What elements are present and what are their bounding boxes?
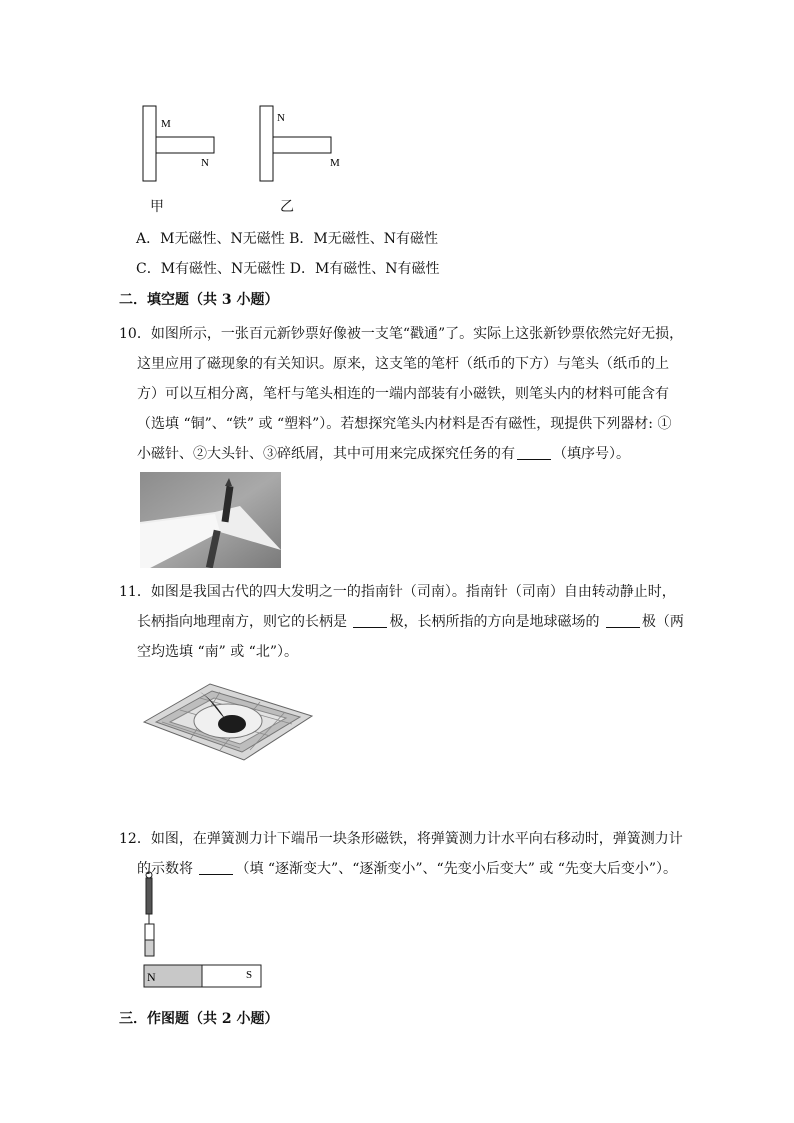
- q11-compass-image: [140, 680, 315, 762]
- figure-yi: [258, 104, 348, 214]
- q10-line-3: 方）可以互相分离，笔杆与笔头相连的一端内部装有小磁铁，则笔头内的材料可能含有: [137, 386, 669, 402]
- q10-line-5-b: （填序号）。: [553, 446, 630, 462]
- q12-spring-scale: [140, 868, 266, 992]
- q11-answer-blank-2[interactable]: [606, 613, 640, 628]
- q10-answer-blank[interactable]: [517, 445, 551, 460]
- section-3-heading: 三．作图题（共 2 小题）: [119, 1011, 279, 1027]
- figure-jia-caption: 甲: [150, 199, 164, 215]
- q11-line-2: [119, 607, 684, 637]
- q12-line-1: 12．如图，在弹簧测力计下端吊一块条形磁铁，将弹簧测力计水平向右移动时，弹簧测力计: [119, 831, 683, 847]
- magnet-label-s: S: [246, 969, 253, 981]
- q11-line-1: 11．如图是我国古代的四大发明之一的指南针（司南）。指南针（司南）自由转动静止时，: [119, 584, 676, 600]
- figure-yi-label-bottom: M: [330, 157, 340, 169]
- q11-block: [119, 577, 684, 667]
- q9-options-1: A．M无磁性、N无磁性 B．M无磁性、N有磁性: [136, 231, 439, 247]
- q10-line-1: 10．如图所示，一张百元新钞票好像被一支笔“戳通”了。实际上这张新钞票依然完好无损，: [119, 326, 684, 342]
- q10-line-5: [119, 439, 679, 469]
- q11-line-2-a: 长柄指向地理南方，则它的长柄是: [137, 614, 352, 630]
- figure-yi-caption: 乙: [280, 199, 294, 215]
- q11-answer-blank-1[interactable]: [353, 613, 387, 628]
- q12-line-2-a: 的示数将: [137, 861, 198, 877]
- q11-line-3: 空均选填 “南” 或 “北”）。: [137, 644, 298, 660]
- section-2-heading: 二．填空题（共 3 小题）: [119, 292, 279, 308]
- q10-pen-photo: [140, 472, 281, 568]
- figure-jia-label-bottom: N: [201, 157, 209, 169]
- q12-line-2-b: （填 “逐渐变大”、“逐渐变小”、“先变小后变大” 或 “先变大后变小”）。: [235, 861, 678, 877]
- q9-options-2: C．M有磁性、N无磁性 D．M有磁性、N有磁性: [136, 261, 440, 277]
- magnet-label-n: N: [147, 970, 156, 984]
- q11-line-2-b: 极，长柄所指的方向是地球磁场的: [389, 614, 604, 630]
- figure-yi-label-top: N: [277, 112, 285, 124]
- figure-jia-label-top: M: [161, 118, 171, 130]
- q10-line-5-a: 小磁针、②大头针、③碎纸屑，其中可用来完成探究任务的有: [137, 446, 515, 462]
- q10-block: [119, 319, 684, 469]
- q11-line-2-c: 极（两: [641, 614, 684, 630]
- q10-line-2: 这里应用了磁现象的有关知识。原来，这支笔的笔杆（纸币的下方）与笔头（纸币的上: [137, 356, 669, 372]
- q10-line-4: （选填 “铜”、“铁” 或 “塑料”）。若想探究笔头内材料是否有磁性，现提供下列器材: ①: [137, 416, 672, 432]
